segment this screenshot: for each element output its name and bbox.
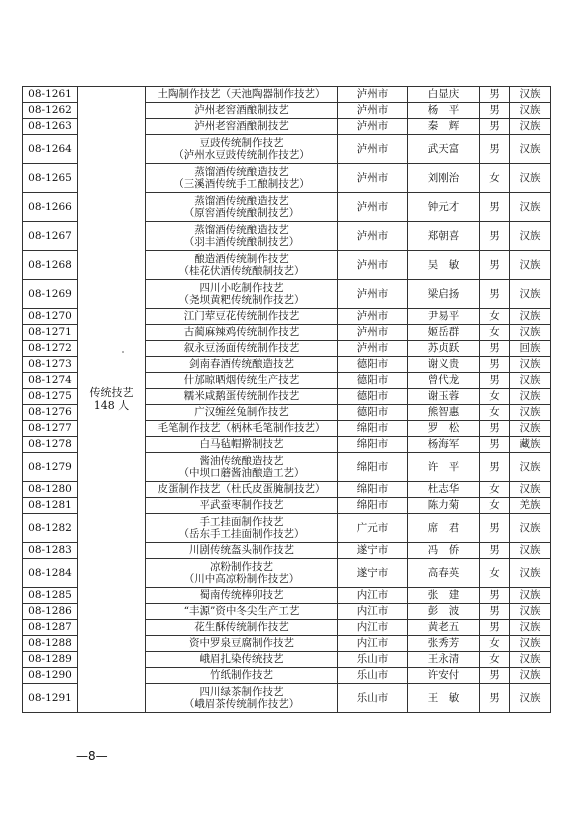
gender-cell: 女 xyxy=(480,636,510,652)
project-code-cell: 08-1271 xyxy=(23,325,78,341)
ethnicity-cell: 汉族 xyxy=(510,620,551,636)
region-cell: 内江市 xyxy=(338,620,408,636)
project-name-line: 平武蚕枣制作技艺 xyxy=(199,499,284,512)
project-name-line: 资中罗泉豆腐制作技艺 xyxy=(189,637,294,650)
project-code-cell: 08-1275 xyxy=(23,389,78,405)
project-name-line: 泸州老窖酒酿制技艺 xyxy=(194,120,289,133)
gender-cell: 女 xyxy=(480,652,510,668)
region-cell: 乐山市 xyxy=(338,652,408,668)
project-name-cell xyxy=(146,373,338,389)
region-cell: 乐山市 xyxy=(338,684,408,713)
inheritor-name-cell: 张 建 xyxy=(408,588,480,604)
region-cell: 泸州市 xyxy=(338,309,408,325)
project-name-line: 峨眉扎染传统技艺 xyxy=(199,653,284,666)
inheritor-name-cell: 白显庆 xyxy=(408,87,480,103)
region-cell: 广元市 xyxy=(338,514,408,543)
project-name-cell xyxy=(146,684,338,713)
project-name-cell xyxy=(146,453,338,482)
ethnicity-cell: 汉族 xyxy=(510,373,551,389)
inheritor-name-cell: 许安付 xyxy=(408,668,480,684)
gender-cell: 女 xyxy=(480,164,510,193)
ethnicity-cell: 汉族 xyxy=(510,482,551,498)
region-cell: 内江市 xyxy=(338,636,408,652)
region-cell: 德阳市 xyxy=(338,373,408,389)
inheritor-name-cell: 武天富 xyxy=(408,135,480,164)
inheritor-name-cell: 杨 平 xyxy=(408,103,480,119)
project-name-line: 手工挂面制作技艺 xyxy=(199,515,284,528)
inheritor-name-cell: 王永清 xyxy=(408,652,480,668)
project-code-cell: 08-1266 xyxy=(23,193,78,222)
ethnicity-cell: 汉族 xyxy=(510,309,551,325)
ethnicity-cell: 汉族 xyxy=(510,389,551,405)
inheritor-name-cell: 冯 侨 xyxy=(408,543,480,559)
ethnicity-cell: 汉族 xyxy=(510,684,551,713)
region-cell: 绵阳市 xyxy=(338,453,408,482)
gender-cell: 男 xyxy=(480,684,510,713)
table-body xyxy=(23,87,551,713)
gender-cell: 男 xyxy=(480,341,510,357)
project-name-line: （尧坝黄粑传统制作技艺） xyxy=(178,294,305,306)
inheritor-name-cell: 熊智惠 xyxy=(408,405,480,421)
region-cell: 乐山市 xyxy=(338,668,408,684)
project-name-line: 叙永豆汤面传统制作技艺 xyxy=(183,342,300,355)
ethnicity-cell: 汉族 xyxy=(510,636,551,652)
ethnicity-cell: 汉族 xyxy=(510,514,551,543)
project-name-line: 酱油传统酿造技艺 xyxy=(199,454,284,467)
gender-cell: 男 xyxy=(480,280,510,309)
gender-cell: 男 xyxy=(480,421,510,437)
ethnicity-cell: 汉族 xyxy=(510,280,551,309)
region-cell: 泸州市 xyxy=(338,119,408,135)
project-name-cell xyxy=(146,251,338,280)
inheritor-name-cell: 许 平 xyxy=(408,453,480,482)
project-name-line: 川剧传统盔头制作技艺 xyxy=(189,544,294,557)
inheritor-name-cell: 王 敏 xyxy=(408,684,480,713)
project-name-line: （桂花伏酒传统酿制技艺） xyxy=(178,265,305,277)
project-name-cell xyxy=(146,498,338,514)
project-name-cell xyxy=(146,119,338,135)
region-cell: 泸州市 xyxy=(338,280,408,309)
region-cell: 泸州市 xyxy=(338,87,408,103)
ethnicity-cell: 汉族 xyxy=(510,103,551,119)
gender-cell: 女 xyxy=(480,389,510,405)
project-name-line: 竹纸制作技艺 xyxy=(210,669,273,682)
project-name-cell xyxy=(146,389,338,405)
project-name-cell xyxy=(146,482,338,498)
project-name-line: 白马毡帽擀制技艺 xyxy=(199,438,284,451)
gender-cell: 男 xyxy=(480,453,510,482)
project-name-line: 土陶制作技艺（天池陶器制作技艺） xyxy=(157,88,326,101)
region-cell: 泸州市 xyxy=(338,222,408,251)
project-name-line: 蒸馏酒传统酿造技艺 xyxy=(194,223,289,236)
inheritor-name-cell: 陈力菊 xyxy=(408,498,480,514)
project-code-cell: 08-1280 xyxy=(23,482,78,498)
region-cell: 泸州市 xyxy=(338,325,408,341)
inheritor-name-cell: 秦 辉 xyxy=(408,119,480,135)
project-name-cell xyxy=(146,222,338,251)
inheritor-name-cell: 高春英 xyxy=(408,559,480,588)
gender-cell: 男 xyxy=(480,620,510,636)
project-code-cell: 08-1286 xyxy=(23,604,78,620)
ethnicity-cell: 汉族 xyxy=(510,405,551,421)
gender-cell: 男 xyxy=(480,604,510,620)
inheritor-name-cell: 姬岳群 xyxy=(408,325,480,341)
project-name-line: （峨眉茶传统制作技艺） xyxy=(183,698,300,710)
project-name-line: 四川绿茶制作技艺 xyxy=(199,685,284,698)
ethnicity-cell: 汉族 xyxy=(510,119,551,135)
project-name-cell xyxy=(146,341,338,357)
project-code-cell: 08-1269 xyxy=(23,280,78,309)
region-cell: 德阳市 xyxy=(338,389,408,405)
gender-cell: 男 xyxy=(480,543,510,559)
project-code-cell: 08-1281 xyxy=(23,498,78,514)
project-name-line: 糯米咸鹅蛋传统制作技艺 xyxy=(183,390,300,403)
inheritor-name-cell: 苏贞跃 xyxy=(408,341,480,357)
project-code-cell: 08-1285 xyxy=(23,588,78,604)
project-code-cell: 08-1272 xyxy=(23,341,78,357)
project-name-cell xyxy=(146,87,338,103)
gender-cell: 男 xyxy=(480,588,510,604)
project-code-cell: 08-1276 xyxy=(23,405,78,421)
inheritor-name-cell: 刘刚治 xyxy=(408,164,480,193)
region-cell: 遂宁市 xyxy=(338,559,408,588)
inheritor-name-cell: 钟元才 xyxy=(408,193,480,222)
project-name-cell xyxy=(146,620,338,636)
project-name-line: 什邡晾晒烟传统生产技艺 xyxy=(183,374,300,387)
region-cell: 泸州市 xyxy=(338,193,408,222)
gender-cell: 男 xyxy=(480,437,510,453)
project-name-cell xyxy=(146,164,338,193)
inheritor-name-cell: 席 君 xyxy=(408,514,480,543)
project-name-cell xyxy=(146,193,338,222)
ethnicity-cell: 汉族 xyxy=(510,652,551,668)
project-name-line: （川中高凉粉制作技艺） xyxy=(183,573,300,585)
project-name-line: 古蔺麻辣鸡传统制作技艺 xyxy=(183,326,300,339)
inheritor-name-cell: 杨海军 xyxy=(408,437,480,453)
gender-cell: 男 xyxy=(480,251,510,280)
ethnicity-cell: 汉族 xyxy=(510,543,551,559)
project-code-cell: 08-1261 xyxy=(23,87,78,103)
region-cell: 德阳市 xyxy=(338,405,408,421)
project-code-cell: 08-1289 xyxy=(23,652,78,668)
project-name-cell xyxy=(146,559,338,588)
project-name-line: 皮蛋制作技艺（杜氏皮蛋腌制技艺） xyxy=(157,483,326,496)
ethnicity-cell: 汉族 xyxy=(510,222,551,251)
project-name-cell xyxy=(146,421,338,437)
project-name-line: 蒸馏酒传统酿造技艺 xyxy=(194,165,289,178)
project-name-cell xyxy=(146,405,338,421)
project-code-cell: 08-1283 xyxy=(23,543,78,559)
category-count: 148 人 xyxy=(93,398,130,412)
inheritor-name-cell: 谢义贵 xyxy=(408,357,480,373)
project-name-line: 泸州老窖酒酿制技艺 xyxy=(194,104,289,117)
region-cell: 泸州市 xyxy=(338,251,408,280)
project-name-cell xyxy=(146,357,338,373)
inheritor-name-cell: 张秀芳 xyxy=(408,636,480,652)
project-name-line: 凉粉制作技艺 xyxy=(210,560,273,573)
ethnicity-cell: 回族 xyxy=(510,341,551,357)
category-cell xyxy=(78,87,146,713)
project-name-cell xyxy=(146,325,338,341)
ethnicity-cell: 汉族 xyxy=(510,135,551,164)
project-name-cell xyxy=(146,636,338,652)
project-code-cell: 08-1291 xyxy=(23,684,78,713)
gender-cell: 男 xyxy=(480,222,510,251)
ethnicity-cell: 汉族 xyxy=(510,87,551,103)
project-code-cell: 08-1274 xyxy=(23,373,78,389)
project-name-line: 江门荤豆花传统制作技艺 xyxy=(183,310,300,323)
gender-cell: 男 xyxy=(480,135,510,164)
ethnicity-cell: 汉族 xyxy=(510,357,551,373)
ethnicity-cell: 藏族 xyxy=(510,437,551,453)
project-name-line: 豆豉传统制作技艺 xyxy=(199,136,284,149)
ethnicity-cell: 汉族 xyxy=(510,559,551,588)
project-code-cell: 08-1288 xyxy=(23,636,78,652)
heritage-inheritors-table xyxy=(22,86,551,713)
project-name-cell xyxy=(146,103,338,119)
project-name-line: 花生酥传统制作技艺 xyxy=(194,621,289,634)
ethnicity-cell: 汉族 xyxy=(510,421,551,437)
gender-cell: 男 xyxy=(480,514,510,543)
gender-cell: 男 xyxy=(480,668,510,684)
gender-cell: 男 xyxy=(480,373,510,389)
gender-cell: 女 xyxy=(480,498,510,514)
inheritor-name-cell: 吴 敏 xyxy=(408,251,480,280)
inheritor-name-cell: 杜志华 xyxy=(408,482,480,498)
project-name-line: 酿造酒传统制作技艺 xyxy=(194,252,289,265)
region-cell: 泸州市 xyxy=(338,164,408,193)
ethnicity-cell: 汉族 xyxy=(510,193,551,222)
project-name-cell xyxy=(146,543,338,559)
gender-cell: 女 xyxy=(480,482,510,498)
project-name-line: 蜀南传统棒卯技艺 xyxy=(199,589,284,602)
ethnicity-cell: 汉族 xyxy=(510,325,551,341)
project-code-cell: 08-1263 xyxy=(23,119,78,135)
project-name-line: （原窖酒传统酿制技艺） xyxy=(183,207,300,219)
gender-cell: 女 xyxy=(480,325,510,341)
ethnicity-cell: 汉族 xyxy=(510,164,551,193)
project-name-line: （岳东手工挂面制作技艺） xyxy=(178,528,305,540)
project-code-cell: 08-1265 xyxy=(23,164,78,193)
project-code-cell: 08-1277 xyxy=(23,421,78,437)
gender-cell: 女 xyxy=(480,405,510,421)
project-code-cell: 08-1264 xyxy=(23,135,78,164)
project-code-cell: 08-1270 xyxy=(23,309,78,325)
project-name-line: 广汉缠丝兔制作技艺 xyxy=(194,406,289,419)
table-row xyxy=(23,87,551,103)
inheritor-name-cell: 彭 波 xyxy=(408,604,480,620)
project-name-line: （三溪酒传统手工酿制技艺） xyxy=(173,178,310,190)
project-name-cell xyxy=(146,280,338,309)
region-cell: 内江市 xyxy=(338,588,408,604)
category-name: 传统技艺 xyxy=(89,386,134,399)
gender-cell: 男 xyxy=(480,87,510,103)
ethnicity-cell: 汉族 xyxy=(510,251,551,280)
gender-cell: 男 xyxy=(480,103,510,119)
region-cell: 泸州市 xyxy=(338,135,408,164)
inheritor-name-cell: 谢玉蓉 xyxy=(408,389,480,405)
region-cell: 德阳市 xyxy=(338,357,408,373)
ethnicity-cell: 羌族 xyxy=(510,498,551,514)
inheritor-name-cell: 郑朝喜 xyxy=(408,222,480,251)
project-name-cell xyxy=(146,135,338,164)
gender-cell: 男 xyxy=(480,357,510,373)
project-name-cell xyxy=(146,514,338,543)
region-cell: 内江市 xyxy=(338,604,408,620)
project-name-line: （羽丰酒传统酿制技艺） xyxy=(183,236,300,248)
gender-cell: 女 xyxy=(480,309,510,325)
region-cell: 绵阳市 xyxy=(338,437,408,453)
project-code-cell: 08-1278 xyxy=(23,437,78,453)
region-cell: 绵阳市 xyxy=(338,498,408,514)
inheritor-name-cell: 曾代龙 xyxy=(408,373,480,389)
page-number: —8— xyxy=(76,749,108,763)
project-name-line: （中坝口蘑酱油酿造工艺） xyxy=(178,467,305,479)
region-cell: 绵阳市 xyxy=(338,482,408,498)
ethnicity-cell: 汉族 xyxy=(510,668,551,684)
project-code-cell: 08-1267 xyxy=(23,222,78,251)
ethnicity-cell: 汉族 xyxy=(510,588,551,604)
inheritor-name-cell: 尹易平 xyxy=(408,309,480,325)
inheritor-name-cell: 罗 松 xyxy=(408,421,480,437)
region-cell: 遂宁市 xyxy=(338,543,408,559)
project-code-cell: 08-1284 xyxy=(23,559,78,588)
project-code-cell: 08-1279 xyxy=(23,453,78,482)
ethnicity-cell: 汉族 xyxy=(510,604,551,620)
gender-cell: 男 xyxy=(480,119,510,135)
ethnicity-cell: 汉族 xyxy=(510,453,551,482)
region-cell: 泸州市 xyxy=(338,103,408,119)
region-cell: 泸州市 xyxy=(338,341,408,357)
project-code-cell: 08-1287 xyxy=(23,620,78,636)
project-name-line: 毛笔制作技艺（柄林毛笔制作技艺） xyxy=(157,422,326,435)
project-name-line: 蒸馏酒传统酿造技艺 xyxy=(194,194,289,207)
gender-cell: 男 xyxy=(480,193,510,222)
gender-cell: 女 xyxy=(480,559,510,588)
project-name-cell xyxy=(146,668,338,684)
project-code-cell: 08-1290 xyxy=(23,668,78,684)
inheritor-name-cell: 梁启扬 xyxy=(408,280,480,309)
project-code-cell: 08-1273 xyxy=(23,357,78,373)
project-name-line: “丰源”资中冬尖生产工艺 xyxy=(183,605,300,618)
project-name-line: （泸州水豆豉传统制作技艺） xyxy=(173,149,310,161)
project-name-cell xyxy=(146,588,338,604)
project-code-cell: 08-1282 xyxy=(23,514,78,543)
scan-speck xyxy=(122,351,124,353)
project-name-line: 剑南春酒传统酿造技艺 xyxy=(189,358,294,371)
inheritor-name-cell: 黄老五 xyxy=(408,620,480,636)
project-name-line: 四川小吃制作技艺 xyxy=(199,281,284,294)
project-name-cell xyxy=(146,437,338,453)
project-name-cell xyxy=(146,652,338,668)
region-cell: 绵阳市 xyxy=(338,421,408,437)
project-code-cell: 08-1262 xyxy=(23,103,78,119)
project-name-cell xyxy=(146,604,338,620)
project-name-cell xyxy=(146,309,338,325)
project-code-cell: 08-1268 xyxy=(23,251,78,280)
